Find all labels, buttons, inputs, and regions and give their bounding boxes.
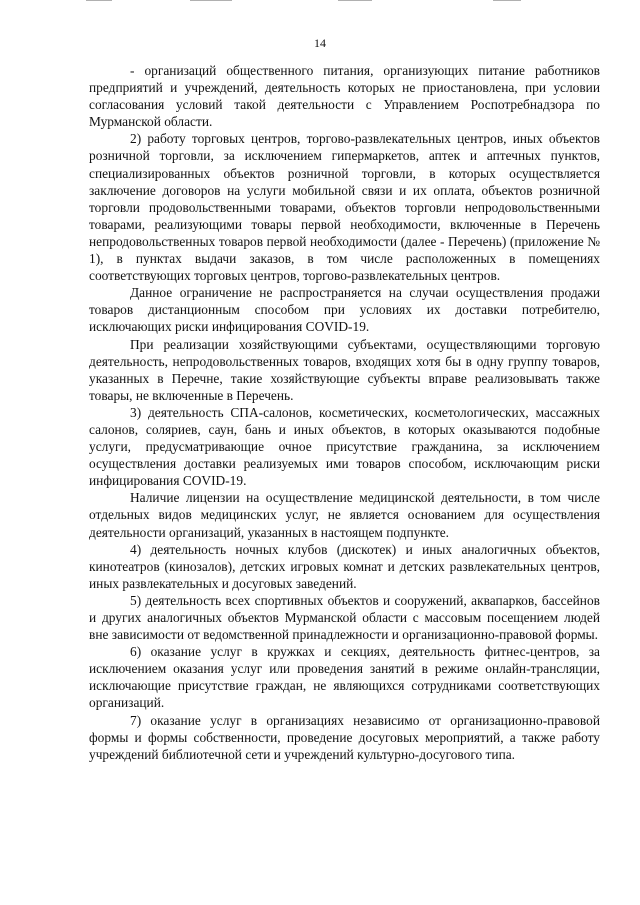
paragraph-remote-sales-exception: Данное ограничение не распространяется на случаи осуществления продажи товаров дистанционным способом при условиях их доставки потребителю, исключающих риски инфицирования COVID-19. — [89, 285, 600, 335]
page-number: 14 — [314, 36, 326, 50]
top-edge-mark — [86, 0, 112, 1]
paragraph-item-5-sports-facilities: 5) деятельность всех спортивных объектов и сооружений, аквапарков, бассейнов и других аналогичных объектов Мурманской области с массовым посещением людей вне зависимости от ведомственной принадлежности и организационно-правовой формы. — [89, 592, 600, 643]
top-edge-mark — [190, 0, 232, 1]
top-edge-mark — [338, 0, 372, 1]
top-edge-mark — [493, 0, 521, 1]
paragraph-item-7-leisure-libraries: 7) оказание услуг в организациях независимо от организационно-правовой формы и формы собственности, проведение досуговых мероприятий, а также работу учреждений библиотечной сети и учреждений культурно-досугового типа. — [89, 712, 600, 762]
paragraph-medical-license: Наличие лицензии на осуществление медицинской деятельности, в том числе отдельных видов медицинских услуг, не является основанием для осуществления деятельности организаций, указанных в настоящем подпункте. — [89, 490, 600, 540]
paragraph-item-2-shopping-centers: 2) работу торговых центров, торгово-развлекательных центров, иных объектов розничной торговли, за исключением гипермаркетов, аптек и аптечных пунктов, специализированных объектов розничной торговли, в которых осуществляется заключение договоров на услуги мобильной связи и их оплата, объектов розничной торговли продовольственными товарами, объектов торговли непродовольственными товарами, реализующими товары первой необходимости, включенные в Перечень непродовольственных товаров первой необходимости (далее - Перечень) (приложение № 1), в пунктах выдачи заказов, в том числе расположенных в помещениях соответствующих торговых центров, торгово-развлекательных центров. — [89, 131, 600, 284]
paragraph-item-4-night-clubs: 4) деятельность ночных клубов (дискотек) и иных аналогичных объектов, кинотеатров (кинозалов), детских игровых комнат и детских развлекательных центров, иных развлекательных и досуговых заведений. — [89, 541, 600, 591]
paragraph-catering-organizations: - организаций общественного питания, организующих питание работников предприятий и учреждений, деятельность которых не приостановлена, при условии согласования условий такой деятельности с Управлением Роспотребнадзора по Мурманской области. — [89, 63, 600, 130]
paragraph-item-6-clubs-fitness: 6) оказание услуг в кружках и секциях, деятельность фитнес-центров, за исключением оказания услуг или проведения занятий в режиме онлайн-трансляции, исключающие присутствие граждан, не являющихся сотрудниками соответствующих организаций. — [89, 644, 600, 711]
document-body — [89, 62, 600, 763]
paragraph-item-3-spa-salons: 3) деятельность СПА-салонов, косметических, косметологических, массажных салонов, соляриев, саун, бань и иных объектов, в которых оказываются подобные услуги, предусматривающие очное присутствие гражданина, за исключением осуществления доставки реализуемых ими товаров способом, исключающим риски инфицирования COVID-19. — [89, 404, 600, 489]
paragraph-non-food-goods: При реализации хозяйствующими субъектами, осуществляющими торговую деятельность, непродовольственных товаров, входящих хотя бы в одну группу товаров, указанных в Перечне, такие хозяйствующие субъекты вправе реализовывать также товары, не включенные в Перечень. — [89, 336, 600, 403]
